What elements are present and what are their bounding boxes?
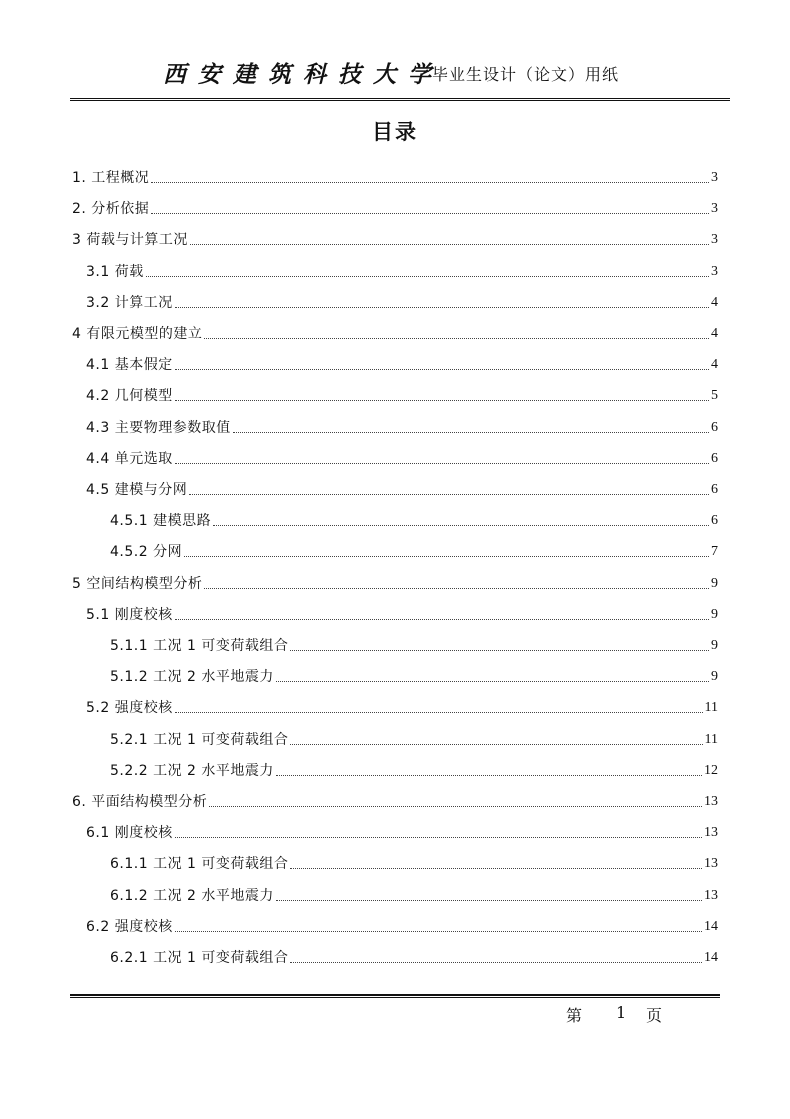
toc-entry-page: 4 xyxy=(711,357,718,372)
toc-dot-leader xyxy=(175,712,703,713)
toc-entry-label: 5 空间结构模型分析 xyxy=(72,576,203,592)
university-name: 西安建筑科技大学 xyxy=(163,61,443,88)
toc-entry-page: 13 xyxy=(704,794,718,809)
toc-entry-label: 5.2.2 工况 2 水平地震力 xyxy=(110,763,274,779)
toc-dot-leader xyxy=(233,432,709,433)
toc-entry-label: 6.1 刚度校核 xyxy=(86,825,173,841)
toc-dot-leader xyxy=(146,276,709,277)
toc-entry-label: 5.2 强度校核 xyxy=(86,700,173,716)
page-footer xyxy=(0,1003,790,1027)
toc-entry[interactable] xyxy=(86,442,718,468)
toc-entry-page: 3 xyxy=(711,264,718,279)
toc-entry-page: 3 xyxy=(711,201,718,216)
footer-divider xyxy=(70,994,720,998)
toc-dot-leader xyxy=(209,806,702,807)
toc-entry-page: 9 xyxy=(711,576,718,591)
toc-entry-label: 4 有限元模型的建立 xyxy=(72,326,203,342)
toc-entry[interactable] xyxy=(86,816,718,842)
toc-entry-label: 5.1.1 工况 1 可变荷载组合 xyxy=(110,638,289,654)
toc-dot-leader xyxy=(175,837,702,838)
toc-dot-leader xyxy=(190,244,709,245)
toc-entry[interactable] xyxy=(86,598,718,624)
toc-dot-leader xyxy=(204,588,709,589)
toc-entry-page: 5 xyxy=(711,388,718,403)
toc-entry-page: 12 xyxy=(704,763,718,778)
toc-entry[interactable] xyxy=(72,192,718,218)
toc-entry-label: 4.2 几何模型 xyxy=(86,388,173,404)
toc-entry[interactable] xyxy=(110,723,718,749)
toc-entry-page: 4 xyxy=(711,326,718,341)
toc-entry-label: 6.2.1 工况 1 可变荷载组合 xyxy=(110,950,289,966)
toc-entry[interactable] xyxy=(72,317,718,343)
toc-entry-label: 3.2 计算工况 xyxy=(86,295,173,311)
toc-entry[interactable] xyxy=(110,754,718,780)
toc-dot-leader xyxy=(204,338,709,339)
toc-entry-label: 4.5.1 建模思路 xyxy=(110,513,212,529)
toc-entry-label: 4.4 单元选取 xyxy=(86,451,173,467)
toc-entry[interactable] xyxy=(110,629,718,655)
toc-dot-leader xyxy=(189,494,709,495)
toc-entry-label: 4.3 主要物理参数取值 xyxy=(86,420,231,436)
toc-entry[interactable] xyxy=(110,879,718,905)
toc-entry-page: 7 xyxy=(711,544,718,559)
toc-entry[interactable] xyxy=(86,691,718,717)
toc-entry-label: 3.1 荷载 xyxy=(86,264,144,280)
toc-entry[interactable] xyxy=(86,255,718,281)
page-title: 目录 xyxy=(372,120,418,144)
toc-entry[interactable] xyxy=(86,379,718,405)
toc-dot-leader xyxy=(175,369,709,370)
toc-entry[interactable] xyxy=(110,660,718,686)
toc-entry-label: 5.2.1 工况 1 可变荷载组合 xyxy=(110,732,289,748)
toc-entry-page: 6 xyxy=(711,482,718,497)
toc-dot-leader xyxy=(175,463,709,464)
header-divider xyxy=(70,98,730,101)
toc-entry[interactable] xyxy=(86,411,718,437)
toc-entry[interactable] xyxy=(86,910,718,936)
page-header xyxy=(0,52,790,92)
toc-entry-label: 6.1.1 工况 1 可变荷载组合 xyxy=(110,856,289,872)
footer-page-number: 1 xyxy=(616,1003,627,1022)
toc-entry-label: 1. 工程概况 xyxy=(72,170,150,186)
toc-entry-page: 14 xyxy=(704,919,718,934)
toc-dot-leader xyxy=(175,619,709,620)
toc-entry-page: 9 xyxy=(711,638,718,653)
toc-entry-label: 6.2 强度校核 xyxy=(86,919,173,935)
toc-entry[interactable] xyxy=(110,941,718,967)
toc-entry[interactable] xyxy=(86,348,718,374)
toc-dot-leader xyxy=(151,213,709,214)
toc-entry[interactable] xyxy=(110,504,718,530)
toc-entry-page: 14 xyxy=(704,950,718,965)
toc-entry-page: 6 xyxy=(711,451,718,466)
toc-entry-page: 11 xyxy=(704,700,718,715)
toc-entry[interactable] xyxy=(72,223,718,249)
toc-dot-leader xyxy=(276,900,702,901)
toc-dot-leader xyxy=(290,650,709,651)
toc-entry-page: 13 xyxy=(704,825,718,840)
toc-entry[interactable] xyxy=(110,535,718,561)
toc-dot-leader xyxy=(290,868,702,869)
toc-dot-leader xyxy=(175,931,702,932)
toc-entry-label: 4.5.2 分网 xyxy=(110,544,183,560)
toc-dot-leader xyxy=(290,744,702,745)
toc-dot-leader xyxy=(151,182,709,183)
toc-entry-label: 6. 平面结构模型分析 xyxy=(72,794,208,810)
toc-dot-leader xyxy=(290,962,702,963)
toc-entry[interactable] xyxy=(110,847,718,873)
footer-suffix: 页 xyxy=(646,1006,663,1025)
toc-dot-leader xyxy=(184,556,709,557)
toc-entry-page: 4 xyxy=(711,295,718,310)
toc-entry-label: 3 荷载与计算工况 xyxy=(72,232,188,248)
toc-entry-page: 13 xyxy=(704,856,718,871)
footer-prefix: 第 xyxy=(566,1006,583,1025)
toc-dot-leader xyxy=(276,775,702,776)
toc-entry[interactable] xyxy=(86,473,718,499)
toc-entry-page: 3 xyxy=(711,232,718,247)
toc-entry-page: 6 xyxy=(711,420,718,435)
toc-entry-page: 9 xyxy=(711,669,718,684)
toc-entry-page: 9 xyxy=(711,607,718,622)
toc-entry-label: 2. 分析依据 xyxy=(72,201,150,217)
toc-entry-label: 4.1 基本假定 xyxy=(86,357,173,373)
toc-entry-page: 11 xyxy=(704,732,718,747)
toc-dot-leader xyxy=(213,525,709,526)
toc-entry-label: 6.1.2 工况 2 水平地震力 xyxy=(110,888,274,904)
toc-entry-label: 5.1 刚度校核 xyxy=(86,607,173,623)
toc-entry-page: 3 xyxy=(711,170,718,185)
toc-entry-label: 5.1.2 工况 2 水平地震力 xyxy=(110,669,274,685)
toc-entry[interactable] xyxy=(72,161,718,187)
toc-entry[interactable] xyxy=(72,567,718,593)
document-type: 毕业生设计（论文）用纸 xyxy=(432,65,620,84)
toc-dot-leader xyxy=(175,400,709,401)
toc-entry-page: 6 xyxy=(711,513,718,528)
toc-entry[interactable] xyxy=(72,785,718,811)
toc-entry-page: 13 xyxy=(704,888,718,903)
toc-dot-leader xyxy=(175,307,709,308)
toc-dot-leader xyxy=(276,681,709,682)
toc-entry-label: 4.5 建模与分网 xyxy=(86,482,188,498)
toc-entry[interactable] xyxy=(86,286,718,312)
